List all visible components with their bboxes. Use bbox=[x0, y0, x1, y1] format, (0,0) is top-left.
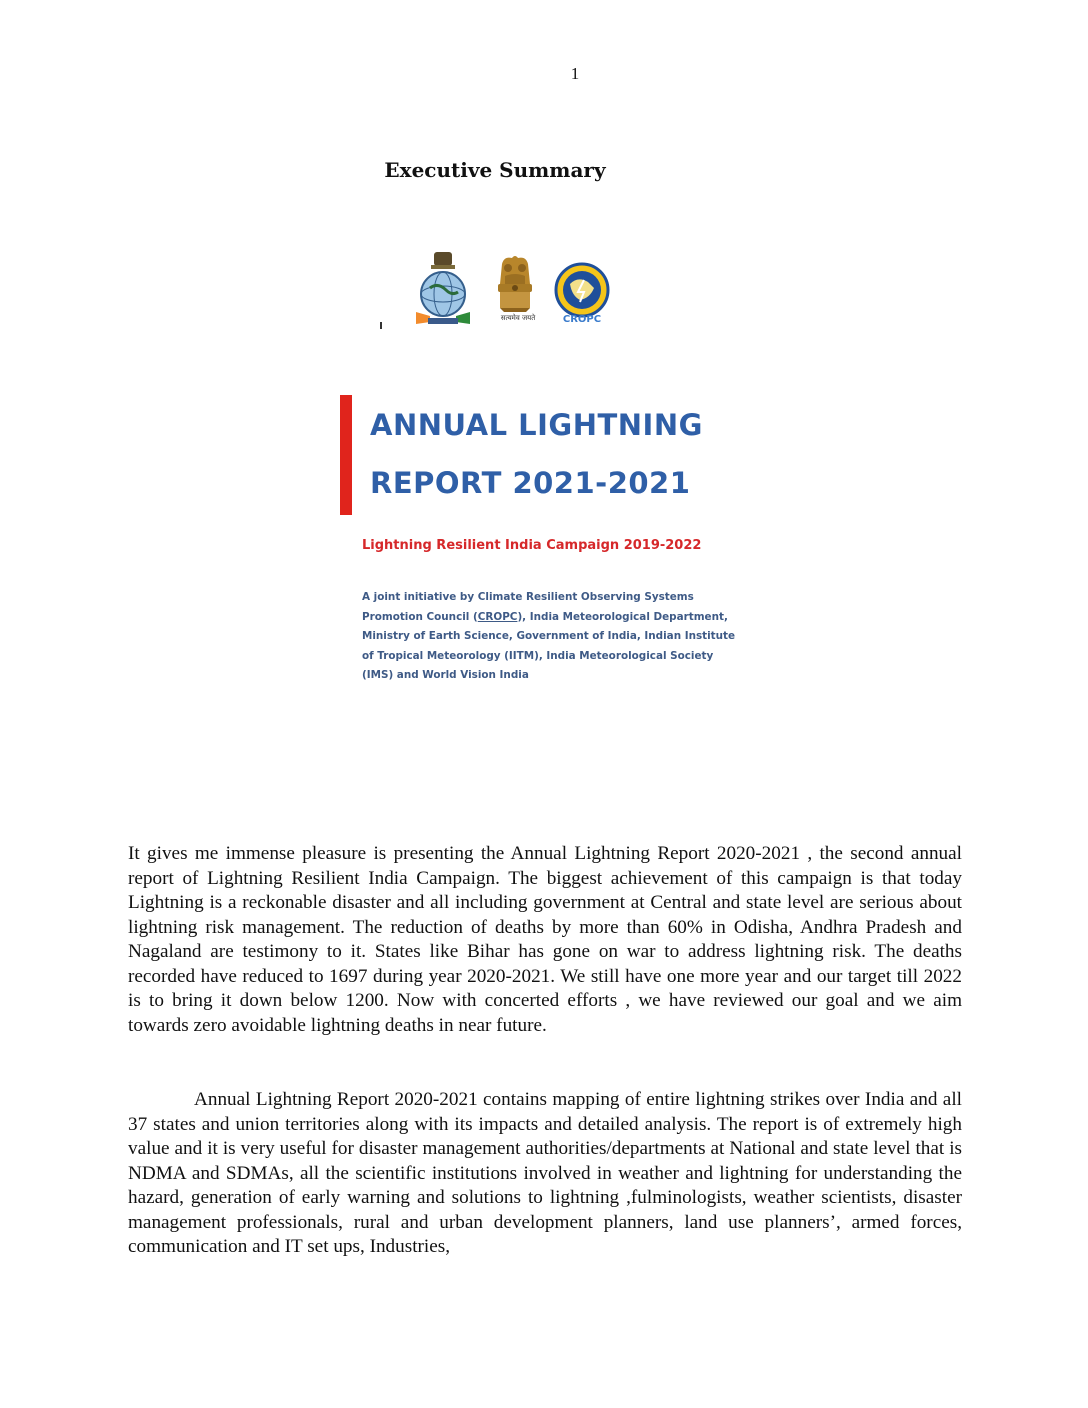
report-cover-title bbox=[370, 396, 790, 512]
stray-mark bbox=[380, 322, 382, 329]
cropc-link[interactable]: CROPC bbox=[477, 610, 518, 623]
page-number: 1 bbox=[570, 64, 580, 83]
cover-accent-bar bbox=[340, 395, 352, 515]
joint-line-2: Promotion Council (CROPC), India Meteorological Department, bbox=[362, 610, 728, 623]
joint-initiative-text bbox=[362, 588, 742, 686]
logo-row bbox=[380, 250, 620, 334]
joint-line-4: of Tropical Meteorology (IITM), India Meteorological Society bbox=[362, 649, 714, 662]
national-emblem-motto: सत्यमेव जयते bbox=[500, 314, 536, 322]
joint-line-5: (IMS) and World Vision India bbox=[362, 669, 529, 681]
joint-line-1: A joint initiative by Climate Resilient Observing Systems bbox=[362, 591, 694, 603]
section-heading: Executive Summary bbox=[384, 158, 606, 182]
body-paragraph-2-text: Annual Lightning Report 2020-2021 contains mapping of entire lightning strikes over India and all 37 states and union territories along with its impacts and detailed analysis. The report is of extremely high value and it is very useful for disaster management authorities/departments at National and state level that is NDMA and SDMAs, all the scientific institutions involved in weather and lightning for understanding the hazard, generation of early warning and solutions to lightning ,fulminologists, weather scientists, disaster management professionals, rural and urban development planners, land use planners’, armed forces, communication and IT set ups, Industries, bbox=[128, 1089, 962, 1257]
joint-line-3: Ministry of Earth Science, Government of India, Indian Institute bbox=[362, 630, 736, 642]
campaign-subtitle: Lightning Resilient India Campaign 2019-2022 bbox=[362, 538, 702, 553]
cropc-label: CROPC bbox=[562, 314, 602, 325]
report-title-line-2: REPORT 2021-2021 bbox=[370, 466, 691, 500]
body-paragraph-2 bbox=[128, 1088, 962, 1260]
report-title-line-1: ANNUAL LIGHTNING bbox=[370, 408, 703, 442]
imd-emblem-icon bbox=[414, 252, 472, 328]
body-paragraph-1: It gives me immense pleasure is presenting the Annual Lightning Report 2020-2021 , the second annual report of Lightning Resilient India Campaign. The biggest achievement of this campaign is that today Lightning is a reckonable disaster and all including government at Central and state level are serious about lightning risk management. The reduction of deaths by more than 60% in Odisha, Andhra Pradesh and Nagaland are testimony to it. States like Bihar has gone on war to address lightning risk. The deaths recorded have reduced to 1697 during year 2020-2021. We still have one more year and our target till 2022 is to bring it down below 1200. Now with concerted efforts , we have reviewed our goal and we aim towards zero avoidable lightning deaths in near future. bbox=[128, 843, 962, 1036]
